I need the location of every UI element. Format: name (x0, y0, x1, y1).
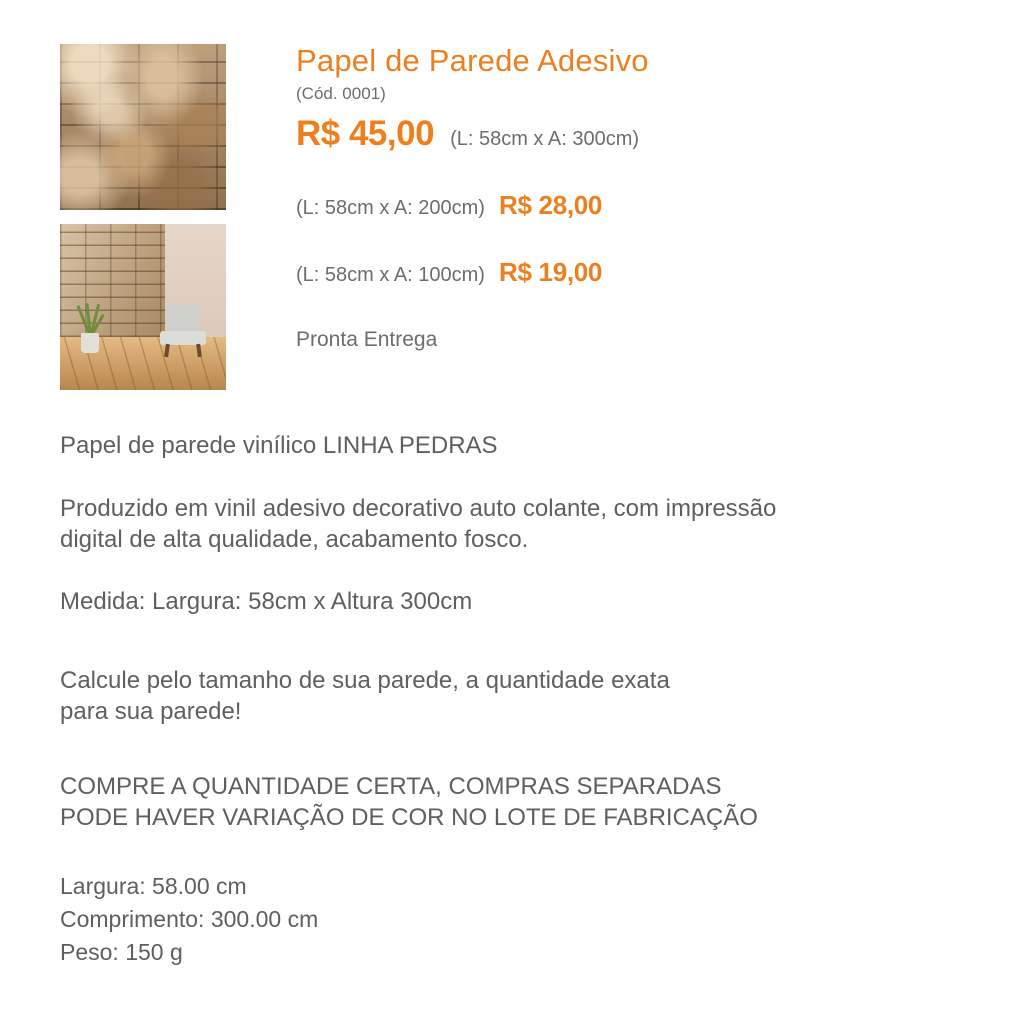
variant-dimensions-1: (L: 58cm x A: 200cm) (296, 197, 485, 220)
description-material-line1: Produzido em vinil adesivo decorativo auto colante, com impressão (60, 495, 777, 523)
product-info (296, 44, 996, 352)
description-calc (60, 665, 980, 727)
primary-price-row (296, 114, 996, 154)
description-measure: Medida: Largura: 58cm x Altura 300cm (60, 587, 473, 615)
stone-texture-thumbnail[interactable] (60, 44, 226, 210)
primary-price: R$ 45,00 (296, 114, 435, 154)
availability-label: Pronta Entrega (296, 328, 438, 352)
variant-price-row-2[interactable] (296, 257, 996, 288)
product-code: (Cód. 0001) (296, 84, 386, 104)
description-calc-line2: para sua parede! (60, 697, 242, 725)
variant-dimensions-2: (L: 58cm x A: 100cm) (296, 264, 485, 287)
variant-price-1: R$ 28,00 (498, 190, 603, 221)
spec-length: Comprimento: 300.00 cm (60, 905, 319, 932)
variant-price-2: R$ 19,00 (498, 257, 603, 288)
description-line-name: Papel de parede vinílico LINHA PEDRAS (60, 432, 498, 459)
description-calc-line1: Calcule pelo tamanho de sua parede, a quantidade exata (60, 666, 670, 694)
spec-weight: Peso: 150 g (60, 939, 183, 966)
description-warning-line1: COMPRE A QUANTIDADE CERTA, COMPRAS SEPARADAS (60, 773, 722, 801)
product-description (60, 430, 980, 970)
room-preview-thumbnail[interactable] (60, 224, 226, 390)
variant-price-row-1[interactable] (296, 190, 996, 221)
product-title: Papel de Parede Adesivo (296, 43, 649, 78)
armchair-icon (160, 305, 206, 357)
spec-width: Largura: 58.00 cm (60, 872, 247, 899)
description-warning-line2: PODE HAVER VARIAÇÃO DE COR NO LOTE DE FABRICAÇÃO (60, 804, 758, 832)
description-material (60, 493, 980, 555)
primary-dimensions: (L: 58cm x A: 300cm) (450, 128, 640, 151)
product-image-gallery (60, 44, 228, 390)
description-warning (60, 771, 980, 833)
plant-decor-icon (77, 297, 103, 353)
description-material-line2: digital de alta qualidade, acabamento fosco. (60, 526, 529, 554)
product-specs (60, 870, 980, 970)
